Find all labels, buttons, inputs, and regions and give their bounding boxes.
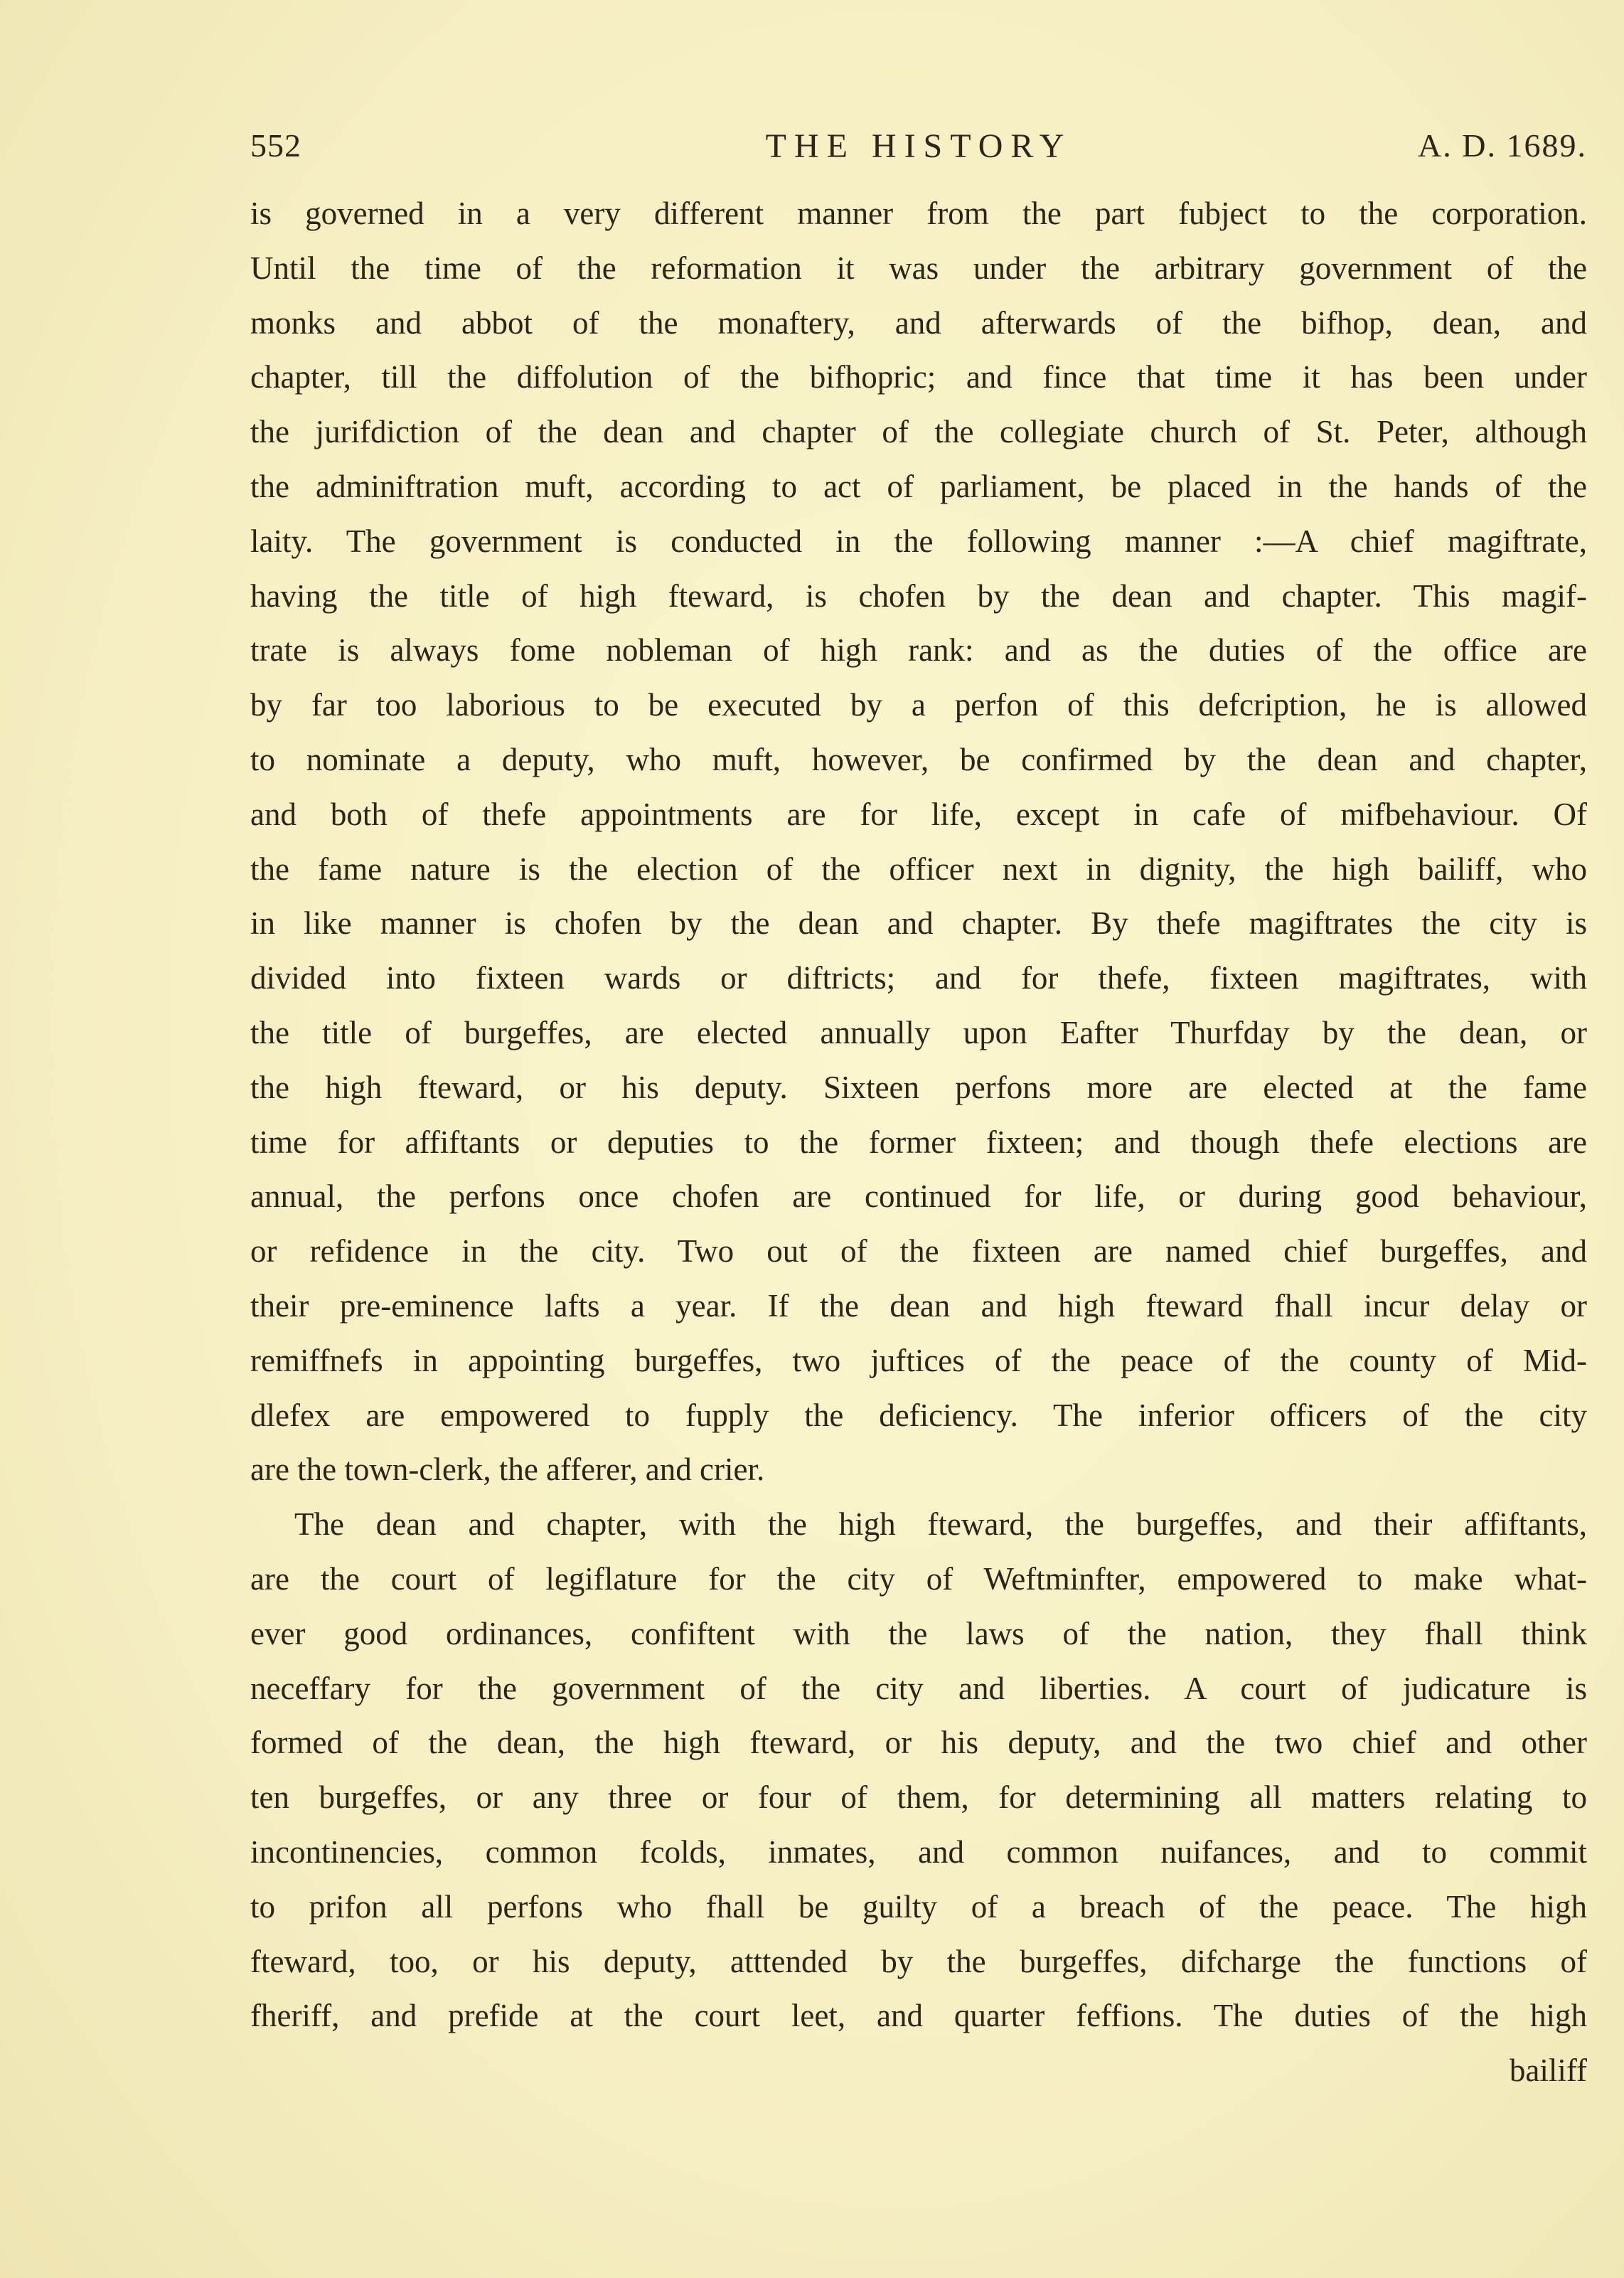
text-line: are the court of legiflature for the city of Weftminfter, empowered to make what- [250, 1560, 1587, 1597]
text-line: the jurifdiction of the dean and chapter of the collegiate church of St. Peter, although [250, 414, 1587, 450]
text-line: laity. The government is conducted in the following manner :—A chief magiftrate, [250, 523, 1587, 559]
text-line: fteward, too, or his deputy, atttended by the burgeffes, difcharge the functions of [250, 1943, 1587, 1979]
text-line: The dean and chapter, with the high fteward, the burgeffes, and their affiftants, [294, 1506, 1587, 1543]
text-line: formed of the dean, the high fteward, or his deputy, and the two chief and other [250, 1725, 1587, 1761]
running-head-title: THE HISTORY [765, 127, 1072, 165]
text-line: the title of burgeffes, are elected annually upon Eafter Thurfday by the dean, or [250, 1014, 1587, 1050]
text-line: trate is always fome nobleman of high rank: and as the duties of the office are [250, 632, 1587, 669]
text-line: Until the time of the reformation it was under the arbitrary government of the [250, 250, 1587, 286]
page-number: 552 [250, 127, 301, 164]
text-line: the adminiftration muft, according to act of parliament, be placed in the hands of the [250, 468, 1587, 504]
text-line: to prifon all perfons who fhall be guilty of a breach of the peace. The high [250, 1888, 1587, 1925]
text-line: divided into fixteen wards or diftricts; and for thefe, fixteen magiftrates, with [250, 960, 1587, 996]
paragraph-2 [250, 1497, 1587, 2043]
paragraph-1 [250, 186, 1587, 1497]
text-line: is governed in a very different manner from the part fubject to the corporation. [250, 196, 1587, 231]
text-line: ten burgeffes, or any three or four of them, for determining all matters relating to [250, 1779, 1587, 1816]
running-head-year: A. D. 1689. [1418, 127, 1587, 164]
text-line: chapter, till the diffolution of the bifhopric; and fince that time it has been under [250, 359, 1587, 395]
text-line: dlefex are empowered to fupply the deficiency. The inferior officers of the city [250, 1397, 1587, 1433]
text-line: are the town-clerk, the afferer, and crier. [250, 1452, 765, 1488]
text-line: neceffary for the government of the city and liberties. A court of judicature is [250, 1670, 1587, 1706]
text-line: to nominate a deputy, who muft, however, be confirmed by the dean and chapter, [250, 741, 1587, 777]
text-line: ever good ordinances, confiftent with the laws of the nation, they fhall think [250, 1615, 1587, 1651]
text-line: having the title of high fteward, is chofen by the dean and chapter. This magif- [250, 578, 1587, 614]
text-line: in like manner is chofen by the dean and chapter. By thefe magiftrates the city is [250, 905, 1587, 942]
text-line: time for affiftants or deputies to the former fixteen; and though thefe elections are [250, 1124, 1587, 1160]
catchword: bailiff [1509, 2053, 1587, 2089]
text-line: and both of thefe appointments are for life, except in cafe of mifbehaviour. Of [250, 796, 1587, 832]
body-text [250, 186, 1587, 2098]
text-line: or refidence in the city. Two out of the fixteen are named chief burgeffes, and [250, 1233, 1587, 1270]
running-head [250, 127, 1587, 176]
text-line: fheriff, and prefide at the court leet, and quarter feffions. The duties of the high [250, 1998, 1587, 2034]
text-line: annual, the perfons once chofen are continued for life, or during good behaviour, [250, 1178, 1587, 1215]
text-line: the high fteward, or his deputy. Sixteen perfons more are elected at the fame [250, 1069, 1587, 1105]
text-line: their pre-eminence lafts a year. If the dean and high fteward fhall incur delay or [250, 1287, 1587, 1324]
text-line: monks and abbot of the monaftery, and afterwards of the bifhop, dean, and [250, 304, 1587, 341]
text-line: incontinencies, common fcolds, inmates, and common nuifances, and to commit [250, 1833, 1587, 1870]
text-line: the fame nature is the election of the officer next in dignity, the high bailiff, who [250, 851, 1587, 887]
text-line: by far too laborious to be executed by a perfon of this defcription, he is allowed [250, 687, 1587, 723]
text-line: remiffnefs in appointing burgeffes, two juftices of the peace of the county of Mid- [250, 1342, 1587, 1378]
